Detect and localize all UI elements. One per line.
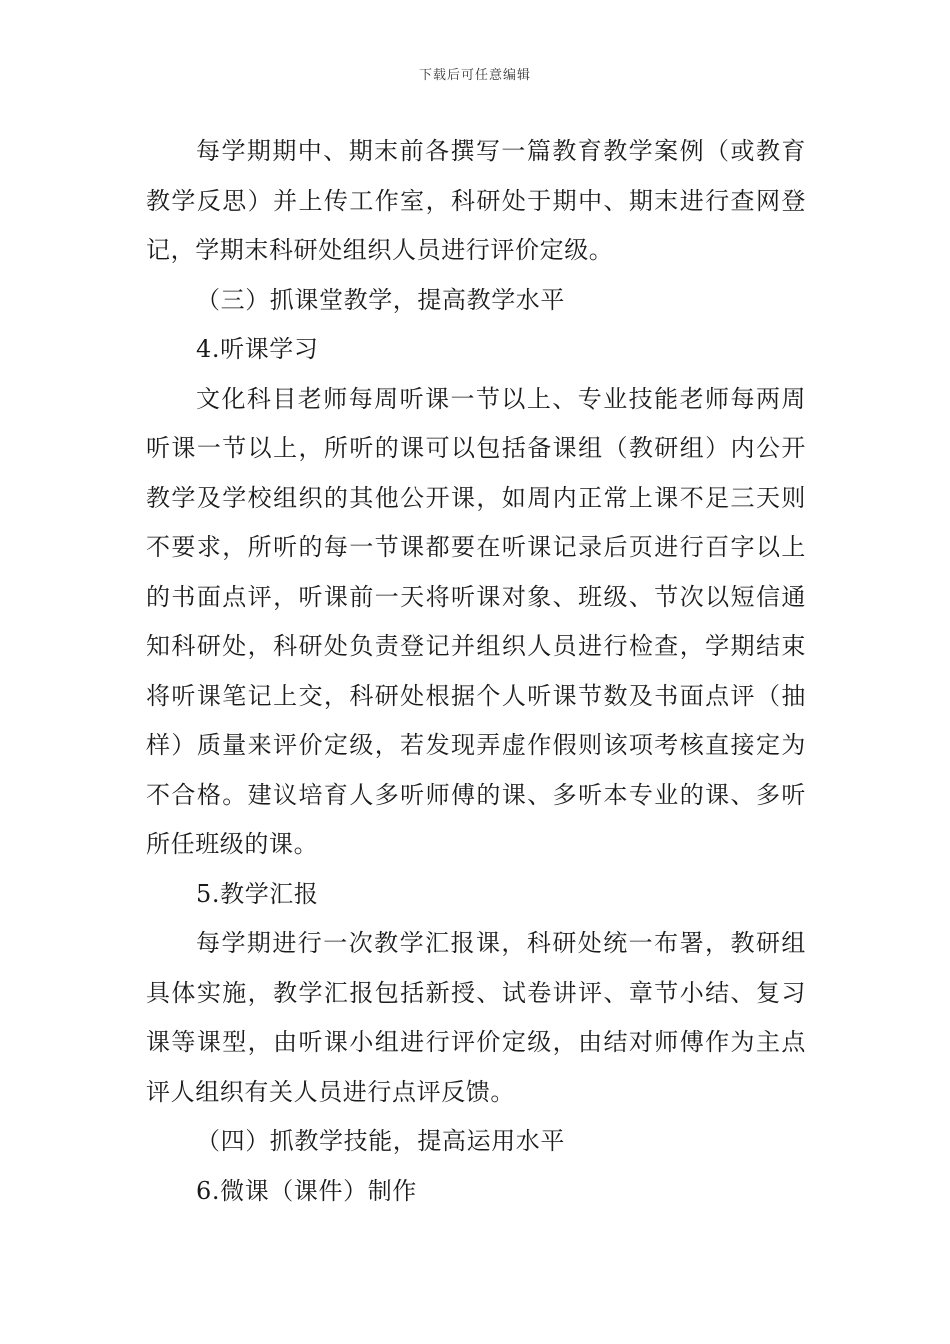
section-heading-4: （四）抓教学技能，提高运用水平 <box>196 1127 565 1155</box>
item-heading-4: 4.听课学习 <box>196 335 319 363</box>
item-heading-5: 5.教学汇报 <box>196 879 319 908</box>
header-note: 下载后可任意编辑 <box>418 68 531 83</box>
section-heading-3: （三）抓课堂教学，提高教学水平 <box>196 285 565 314</box>
paragraph-teaching-report: 每学期进行一次教学汇报课，科研处统一布署，教研组具体实施，教学汇报包括新授、试卷讲评、章节小结、复习课等课型，由听课小组进行评价定级，由结对师傅作为主点评人组织有关人员进行点评反馈。 <box>146 929 806 1106</box>
paragraph-case-writing: 每学期期中、期末前各撰写一篇教育教学案例（或教育教学反思）并上传工作室，科研处于期中、期末进行查网登记，学期末科研处组织人员进行评价定级。 <box>146 137 806 264</box>
document-body <box>146 127 806 1216</box>
paragraph-lesson-observation: 文化科目老师每周听课一节以上、专业技能老师每两周听课一节以上，所听的课可以包括备课组（教研组）内公开教学及学校组织的其他公开课，如周内正常上课不足三天则不要求，所听的每一节课都要在听课记录后页进行百字以上的书面点评，听课前一天将听课对象、班级、节次以短信通知科研处，科研处负责登记并组织人员进行检查，学期结束将听课笔记上交，科研处根据个人听课节数及书面点评（抽样）质量来评价定级，若发现弄虚作假则该项考核直接定为不合格。建议培育人多听师傅的课、多听本专业的课、多听所任班级的课。 <box>146 384 806 858</box>
item-heading-6: 6.微课（课件）制作 <box>196 1176 417 1205</box>
